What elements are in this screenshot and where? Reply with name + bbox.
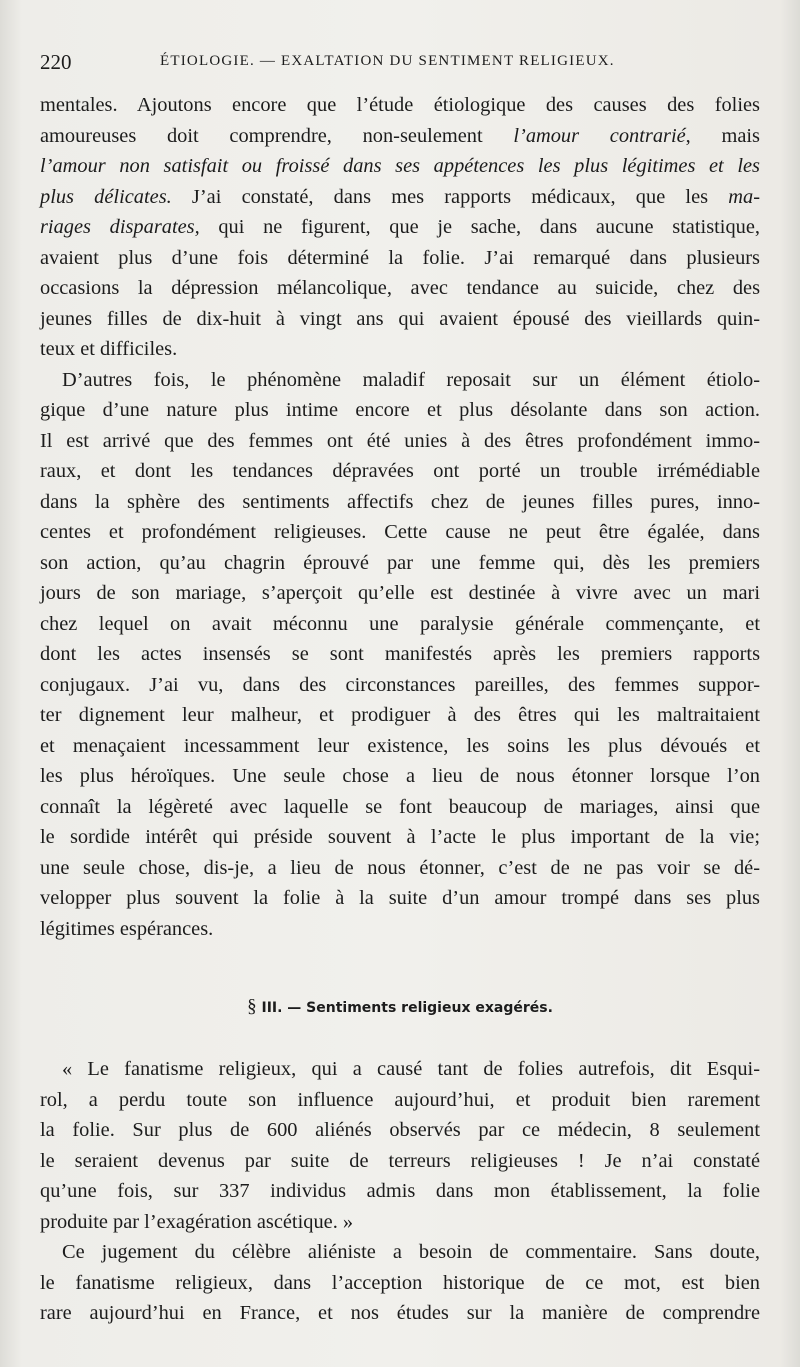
text-line: qu’une fois, sur 337 individus admis dans mon établissement, la folie [40, 1180, 760, 1202]
text-line: légitimes espérances. [40, 917, 214, 940]
text-line: velopper plus souvent la folie à la suite d’un amour trompé dans ses plus [40, 887, 760, 909]
text-line: gique d’une nature plus intime encore et plus désolante dans son action. [40, 399, 760, 421]
italic-phrase: l’amour contrarié [513, 124, 686, 147]
text-line: riages disparates, qui ne figurent, que je sache, dans aucune statistique, [40, 216, 760, 238]
text-line: dont les actes insensés se sont manifestés après les premiers rapports [40, 643, 760, 665]
italic-phrase: l’amour non satisfait ou froissé dans ses appétences les plus légitimes et les [40, 155, 760, 177]
text-line: conjugaux. J’ai vu, dans des circonstances pareilles, des femmes suppor- [40, 673, 760, 696]
text-line: le sordide intérêt qui préside souvent à l’acte le plus important de la vie; [40, 826, 760, 848]
text-line: son action, qu’au chagrin éprouvé par une femme qui, dès les premiers [40, 551, 760, 574]
text-line: et menaçaient incessamment leur existence, les soins les plus dévoués et [40, 734, 760, 757]
text-line: la folie. Sur plus de 600 aliénés observés par ce médecin, 8 seulement [40, 1119, 760, 1141]
body-text-upper [40, 90, 760, 944]
text-line: une seule chose, dis-je, a lieu de nous étonner, c’est de ne pas voir se dé- [40, 856, 760, 879]
text-line: jeunes filles de dix-huit à vingt ans qui avaient épousé des vieillards quin- [40, 307, 760, 330]
text-line: raux, et dont les tendances dépravées ont porté un trouble irrémédiable [40, 460, 760, 482]
page-number: 220 [40, 50, 72, 74]
text-line: occasions la dépression mélancolique, avec tendance au suicide, chez des [40, 277, 760, 299]
italic-phrase: riages disparates, [40, 216, 200, 238]
text-line: produite par l’exagération ascétique. » [40, 1210, 354, 1233]
text-line: rare aujourd’hui en France, et nos études sur la manière de comprendre [40, 1302, 760, 1324]
italic-phrase: ma- [728, 185, 760, 208]
text-line: le seraient devenus par suite de terreurs religieuses ! Je n’ai constaté [40, 1149, 760, 1172]
text-line [40, 151, 760, 182]
text-line: ter dignement leur malheur, et prodiguer à des êtres qui les maltraitaient [40, 704, 760, 726]
section-mark: § [247, 996, 257, 1017]
text-line: les plus héroïques. Une seule chose a lieu de nous étonner lorsque l’on [40, 765, 760, 787]
text-line: Ce jugement du célèbre aliéniste a besoin de commentaire. Sans doute, [62, 1241, 760, 1263]
text-line: centes et profondément religieuses. Cette cause ne peut être égalée, dans [40, 521, 760, 543]
text-line: avaient plus d’une fois déterminé la folie. J’ai remarqué dans plusieurs [40, 246, 760, 269]
page-header [40, 50, 760, 76]
text-line: amoureuses doit comprendre, non-seulement l’amour contrarié, mais [40, 124, 760, 147]
text-line: teux et difficiles. [40, 338, 178, 360]
text-line: plus délicates. J’ai constaté, dans mes rapports médicaux, que les ma- [40, 185, 760, 208]
section-title: III. — Sentiments religieux exagérés. [261, 1000, 553, 1016]
text-line: chez lequel on avait méconnu une paralysie générale commençante, et [40, 612, 760, 635]
body-text-lower [40, 1054, 760, 1329]
text-line: D’autres fois, le phénomène maladif reposait sur un élément étiolo- [62, 368, 760, 391]
italic-phrase: plus délicates. [40, 185, 172, 208]
text-line: mentales. Ajoutons encore que l’étude étiologique des causes des folies [40, 94, 760, 116]
section-heading [40, 996, 760, 1018]
text-line: rol, a perdu toute son influence aujourd’hui, et produit bien rarement [40, 1088, 760, 1111]
text-line: connaît la légèreté avec laquelle se font beaucoup de mariages, ainsi que [40, 795, 760, 818]
running-head: ÉTIOLOGIE. — EXALTATION DU SENTIMENT RELIGIEUX. [160, 53, 615, 69]
text-line: « Le fanatisme religieux, qui a causé tant de folies autrefois, dit Esqui- [62, 1058, 760, 1080]
text-line: dans la sphère des sentiments affectifs chez de jeunes filles pures, inno- [40, 490, 760, 513]
text-line: jours de son mariage, s’aperçoit qu’elle est destinée à vivre avec un mari [40, 582, 760, 604]
text-line: Il est arrivé que des femmes ont été unies à des êtres profondément immo- [40, 429, 760, 452]
text-line: le fanatisme religieux, dans l’acception historique de ce mot, est bien [40, 1271, 760, 1294]
